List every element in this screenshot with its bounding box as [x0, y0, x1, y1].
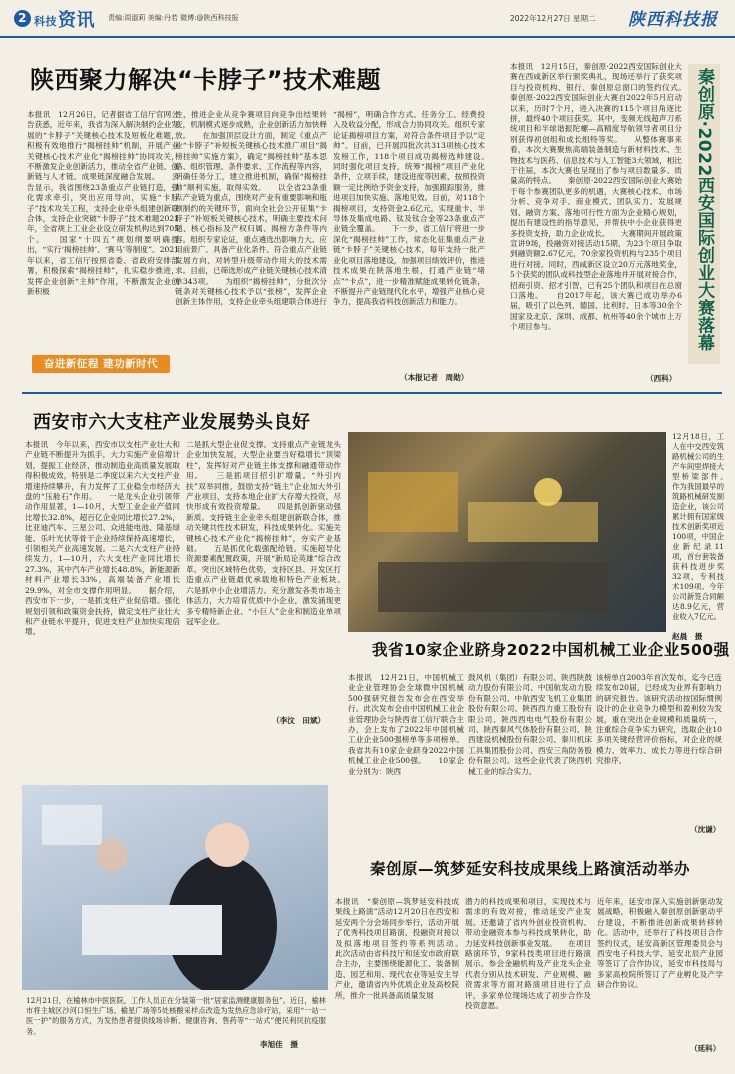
headline-a1: 陕西聚力解决“卡脖子”技术难题: [30, 66, 382, 94]
masthead: [0, 0, 735, 38]
section-label: 科技: [34, 15, 57, 28]
article-a3-credit: （李汶 田斌）: [272, 716, 326, 725]
photo-caption-a5: 12月21日，在榆林市中医医院，工作人员正在分装第一批“居家监测健康服务包”。近日，榆林市将主城区沙河口恒生广场、榆星广场等5处核酸采样点改造为发热应急诊疗站，采用“一站一医一护”的服务方式，为发热患者提供线场诊断、健康咨询、售药等“一站式”便民利民抗疫服务。: [26, 996, 326, 1036]
article-a1-col1: 本报讯 12月26日，记者据省工信厅官网公告获悉，近年来，我省为深入解决制约企业发展的“卡脖子”关键核心技术及短板化难题，积极有效地推行“揭榜挂帅”机制，开展产业关键核心技术产业化“揭榜挂帅”协同攻关，不断激发企业创新活力，推动全省产业链、创新链与人才链、成果链深度融合发展。 公告显示，我省围绕23条重点产业链打造，强化需求牵引，突出应用导向，实施“卡脖子”技术攻关工程，支持企业牵头组建创新联合体，支持企业突破“卡脖子”技术难题2021年，全省规上工业企业设立研发机构达到705个。 国家“十四五”规划纲要明确提出，“实行‘揭榜挂帅’、‘赛马’等制度”。2021年以来，省工信厅按照省委、省政府安排部署，积极探索“揭榜挂帅”，扎实稳步推进，发挥企业创新“主帅”作用，不断激发企业创新积极: [27, 110, 179, 296]
article-a5-credit: （延科）: [690, 1044, 721, 1053]
editor-line: 责编:周淑莉 美编:丹若 微博:@陕西科技报: [108, 14, 239, 22]
article-a2-body: 本报讯 12月15日，秦创原·2022西安国际创业大赛在西咸新区举行颁奖典礼，现场还举行了获奖项目与投资机构、银行、秦创原总窗口的签约仪式。 秦创原·2022西安国际创业大赛自2022年5月启动以来，历时7个月，进入决赛的115个项目角逐比拼，最终40个项目获奖。其中，变频无线超声刀系统项目和半球谐振陀螺—高精度导航领导者项目分别获得初创组和成长组特等奖。 从整体赛事来看，本次大赛聚焦高端装备制造与新材料技术、生物技术与医药、信息技术与人工智能3大领域，相比于往届，本次大赛也呈现出了参与项目数量多、质量高的特点。 秦创原·2022西安国际创业大赛始于每个参赛团队更多的机遇，大赛核心技术、市场分析、竞争对手、商业模式、团队实力、发展规划、融资方案、落地可行性方面为企业精心规划，提出有建设性的指导意见，并帮扶中小企业获得更多投资支持，助力企业成长。 大赛期间开展政策宣讲9场，投融资对接活动15期，为23个项目争取到融资额2.67亿元，70余家投资机构与235个项目进行对接。同时，西咸新区设立20万元落地奖金，5个获奖的团队或科技型企业落地并开展对接合作，招商引资、招才引智，已有25个团队和项目在总窗口落地。 自2017年起，该大赛已成功举办6届，吸引了以色列、德国、比利时、日本等30余个国家及北京、深圳、成都、杭州等40余个城市上万个项目参与。: [510, 62, 682, 332]
article-a4-col2: 鼓风机（集团）有限公司、陕西陕鼓动力股份有限公司、中国航发动力股份有限公司、中航西安飞机工业集团股份有限公司、陕西西力重工股份有限公司、陕西西电电气股份有限公司、陕西秦风气体股份有限公司、陕西建设机械股份有限公司、秦川机床工具集团股份公司、西安三角防务股份有限公司。这些企业代表了陕西机械工业的综合实力。: [468, 673, 592, 776]
issue-date: 2022年12月27日 星期二: [510, 14, 596, 23]
article-a1-col2: 性，推进企业从竞争赛项目向竞争出结果转变，机制模式逐步成熟，企业创新活力加快释放。 在加强顶层设计方面，制定《重点产业“卡脖子”补短板关键核心技术推广项目“揭榜挂帅”实施方案》，确定“揭榜挂帅”基本思路、组织管理、条件要求、工作流程等内容，明确任务分工，建立推进机制，确保“揭榜挂帅”顺利实施，取得实效。 以全省23条重点产业链为重点，围绕对产业有重要影响和瓶颈制约的关键环节，面向全社会公开征集“卡脖子”补短板关键核心技术，明确主要技术问题、核心指标及产权归属、揭榜方条件等内容。组织专家论证，重点遴选出影响力大、应用前景广、具备产业化条件、符合重点产业链发展方向、对转型升级带动作用大的技术需求。目前，已筛选形成产业链关键核心技术清单343项。 为组织“揭榜挂帅”，分批次分链条对关键核心技术予以“张榜”，发挥企业创新主体作用，支持企业牵头组建联合体进行: [175, 110, 327, 307]
article-a3-col1: 本报讯 今年以来，西安市以支柱产业壮大和产业链不断提升为抓手，大力实施产业倍增计划，提振工业经济，推动制造业高质量发展取得积极成效，特别是二季度以来六大支柱产业增速持续攀升，有力发挥了工业稳全市经济大盘的“压舱石”作用。 一是龙头企业引领带动作用显著，1—10月，大型工业企业产值同比增长32.8%，超百亿企业同比增长27.2%，比亚迪汽车、三星公司、众进能电池、隆基绿能、乐叶光伏等骨干企业持续保持高速增长，引领相关产业高速发展。二是六大支柱产业持续发力，1—10月，六大支柱产业同比增长27.3%，其中汽车产业增长48.8%，新能源新材料产业增长33%，高端装备产业增长29.9%，对全市支撑作用明显。 据介绍，西安市下一步，一是抓支柱产业促倍增。强化规划引领和政策资金扶持，做定支柱产业壮大和产业链水平提升，促进支柱产业加快实现倍增。: [25, 440, 180, 637]
photographer-a3: 赵晨 摄: [672, 632, 703, 641]
slogan-banner: 奋进新征程 建功新时代: [32, 355, 170, 373]
article-a2-credit: （西科）: [646, 374, 677, 383]
clinic-photo: [22, 785, 328, 990]
headline-a3: 西安市六大支柱产业发展势头良好: [33, 412, 311, 433]
article-a3-col2: 二是抓大型企业促支撑。支持重点产业链龙头企业加快发展，大型企业要当好稳增长“顶梁柱”，发挥好对产业链主体支撑和融通带动作用。 三是抓项目招引扩增量。“外引内扶”双举同推，鼓励支持“链主”企业加大外引产业项目，支持本地企业扩大存增大投资，尽快形成有效投资增量。 四是抓创新驱动强新质。支持链主企业牵头组建创新联合体，推动关键共性技术研发，科技成果转化。实施关键核心技术产业化“揭榜挂帅”，夯实产业基础。 五是抓优化载强配给链。实施超导化资源要素配置政策，开展“新局论英雄”综合改革。突出区域特色优势，支持区县、开发区打造重点产业链最优承载地和特色产业板块。 六是抓中小企业增活力。充分激发各类市场主体活力，大力培育优质中小企业，激发涌现更多专精特新企业、“小巨人”企业和制造业单项冠军企业。: [186, 440, 341, 626]
paper-name-logo: 陕西科技报: [628, 10, 718, 30]
article-a5-col1: 本报讯 “秦创原—筑梦延安科技成果线上路演”活动12月20日在西安和延安两个分会场同步举行，活动开展了优秀科技项目路演、投融资对接以及拟落地项目签约等系列活动。 此次活动由省科技厅和延安市政府联合主办，主要围绕能源化工、装备制造、园艺和用、现代农业等延安主导产业，邀请省内外优质企业及高校院所，推介一批具备高质量发展: [335, 897, 459, 1000]
article-a5-col2: 潜力的科技成果和项目，实现技术与需求的有效对接，推动延安产业发展。还邀请了省内外创业投资机构、带动金融资本参与科技成果转化，助力延安科技创新事业发展。 在项目路演环节，9家科技类项目进行路演展示。参会金融机构及产业龙头企业代表分别从技术研发、产业规模、融资需求等方面对路演项目进行了点评，多家单位现场达成了初步合作及投资意愿。: [465, 897, 591, 1011]
vertical-title-box: [688, 64, 720, 364]
article-a4-col1: 本报讯 12月21日，中国机械工业企业管理协会全球微中国机械500强研究报告发布会在西安举行。此次发布会由中国机械工业企业管理协会与陕西省工信厅联合主办，会上发布了2022年中国机械工业企业500强榜单等多项榜单。我省共有10家企业跻身2022中国机械工业企业500强。 10家企业分别为：陕西: [348, 673, 464, 776]
article-a1-credit: （本报记者 周勋）: [400, 373, 469, 382]
photo-caption-a3: 12月18日，工人在中交西安筑路机械公司的生产车间里焊接大型桥梁部件。 作为我国最早的筑路机械研发制造企业，该公司累计拥有国家级技术创新奖项近100项，中国企业新纪录11项，首台套装备获科技进步奖32项，专利技术109项。今年公司新签合同额达8.9亿元，营业收入7亿元。: [672, 432, 724, 621]
article-a5-col3: 近年来，延安市深入实施创新驱动发展战略，积极融入秦创原创新驱动平台建设，不断推进创新成果转移转化。活动中，还举行了科技项目合作签约仪式，延安高新区管理委员会与西安电子科技大学、延安北辰产业园等签订了合作协议，延安市科技局与多家高校院所签订了产业孵化及产学研合作协议。: [597, 897, 723, 990]
divider: [22, 392, 722, 394]
clinic-photo-graphic: [22, 785, 328, 990]
section-label-large: 资讯: [58, 10, 95, 31]
headline-a5: 秦创原—筑梦延安科技成果线上路演活动举办: [370, 860, 691, 878]
headline-a4: 我省10家企业跻身2022中国机械工业企业500强: [372, 641, 730, 659]
article-a4-credit: （沈谦）: [690, 825, 721, 834]
article-a4-col3: 该榜单自2003年首次发布，迄今已连续发布20届，已经成为业界有影响力的研究报告。该研究活动按国际惯例设计的企业竞争力模型和盈利较为发展，重在突出企业规模和质量统一，注重综合竞争实力研究，选取企业10多项关键经营评价指标，对企业的规模力、效率力、成长力等进行综合研究排序。: [596, 673, 722, 766]
page-number-badge: 2: [14, 10, 31, 27]
photographer-a5: 李旭佳 摄: [260, 1040, 298, 1049]
factory-photo: [348, 432, 666, 632]
article-a1-col3: “揭榜”，明确合作方式、任务分工、经费投入及收益分配，形成合力协同攻关。组织专家论证揭榜项目方案，对符合条件项目予以“定帅”。目前，已开展四批次共313项核心技术发榜工作，118个项目成功揭榜选帅建设。 同时强化项目支持，统筹“揭榜”项目产业化条件，立项手续，建设进度等因素，按照投资额一定比例给予资金支持，加强跟踪服务，推进项目加快实施、落地见效。目前，对118个揭榜项目，支持资金2.6亿元，实现重卡、半导体及集成电路、钛及钛合金等23条重点产业链全覆盖。 下一步，省工信厅将进一步深化“揭榜挂帅”工作，常态化征集重点产业链“卡脖子”关键核心技术，每年支持一批产业化项目落地建设，加强项目绩效评价，推进技术成果在陕落地生根，打通产业链“堵点”“卡点”，进一步精准赋能成果转化链条，不断提升产业链现代化水平，增强产业核心竞争力，提高我省科技创新活力和能力。: [333, 110, 485, 307]
vertical-title: 秦创原·2022西安国际创业大赛落幕: [694, 68, 714, 352]
factory-photo-graphic: [348, 432, 666, 632]
